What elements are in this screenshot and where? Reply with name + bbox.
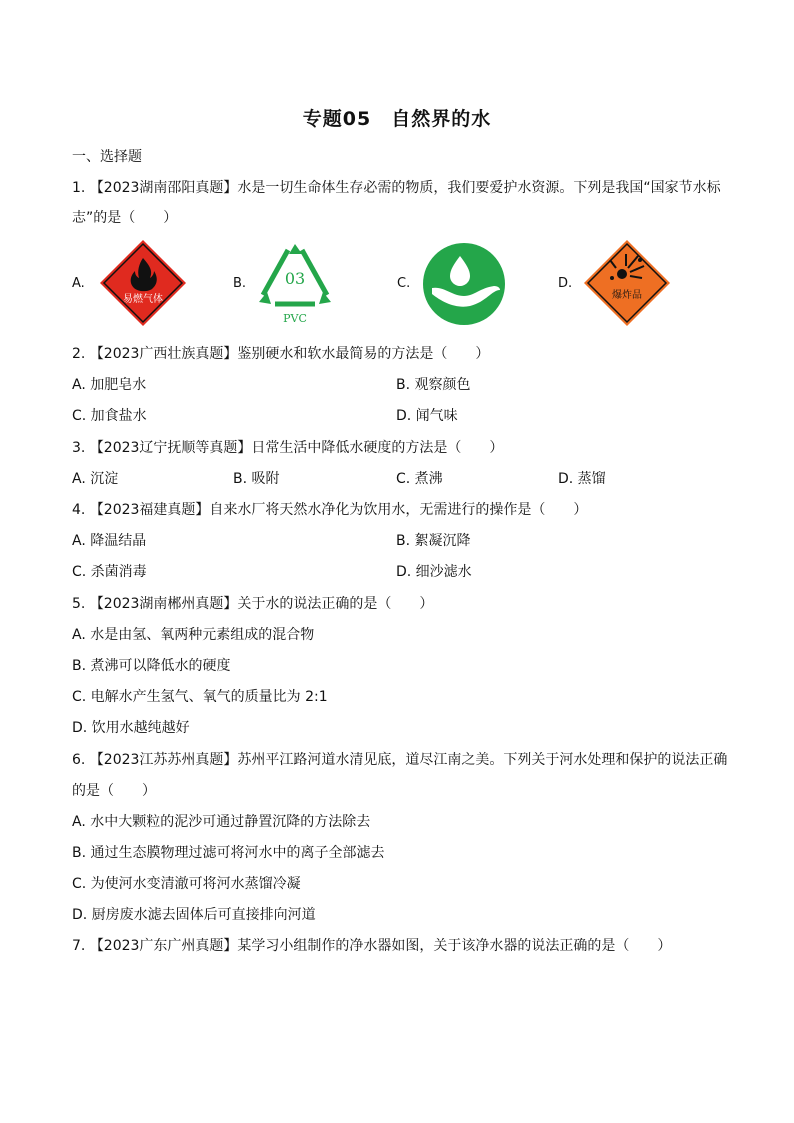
recycle-pvc-text: PVC bbox=[283, 312, 307, 325]
q3-option-b: B. 吸附 bbox=[233, 471, 280, 487]
q2-option-d: D. 闻气味 bbox=[396, 408, 458, 424]
q6-option-b: B. 通过生态膜物理过滤可将河水中的离子全部滤去 bbox=[72, 845, 385, 861]
q6-stem-line2: 的是（ ） bbox=[72, 783, 156, 799]
q3-stem: 3. 【2023辽宁抚顺等真题】日常生活中降低水硬度的方法是（ ） bbox=[72, 440, 504, 456]
q3-option-c: C. 煮沸 bbox=[396, 471, 443, 487]
explosive-symbol bbox=[582, 238, 672, 328]
recycle-code: 03 bbox=[284, 269, 306, 288]
q5-option-c: C. 电解水产生氢气、氧气的质量比为 2:1 bbox=[72, 689, 328, 705]
q5-stem: 5. 【2023湖南郴州真题】关于水的说法正确的是（ ） bbox=[72, 596, 434, 612]
q4-stem: 4. 【2023福建真题】自来水厂将天然水净化为饮用水，无需进行的操作是（ ） bbox=[72, 502, 588, 518]
q6-option-a: A. 水中大颗粒的泥沙可通过静置沉降的方法除去 bbox=[72, 814, 371, 830]
q1-option-b-label: B. bbox=[233, 276, 247, 291]
q5-option-d: D. 饮用水越纯越好 bbox=[72, 720, 190, 736]
water-saving-symbol bbox=[422, 242, 506, 326]
q5-option-b: B. 煮沸可以降低水的硬度 bbox=[72, 658, 231, 674]
q3-option-d: D. 蒸馏 bbox=[558, 471, 606, 487]
q6-option-c: C. 为使河水变清澈可将河水蒸馏冷凝 bbox=[72, 876, 301, 892]
q1-option-a-label: A. bbox=[72, 276, 85, 291]
q2-option-c: C. 加食盐水 bbox=[72, 408, 147, 424]
q6-stem-line1: 6. 【2023江苏苏州真题】苏州平江路河道水清见底，道尽江南之美。下列关于河水处理和保护的说法正确 bbox=[72, 752, 728, 768]
q1-option-d-label: D. bbox=[558, 276, 573, 291]
q4-option-c: C. 杀菌消毒 bbox=[72, 564, 147, 580]
q5-option-a: A. 水是由氢、氧两种元素组成的混合物 bbox=[72, 627, 315, 643]
q1-option-c-label: C. bbox=[397, 276, 411, 291]
flammable-gas-text: 易燃气体 bbox=[123, 294, 163, 305]
q2-option-a: A. 加肥皂水 bbox=[72, 377, 147, 393]
q3-option-a: A. 沉淀 bbox=[72, 471, 119, 487]
q4-option-d: D. 细沙滤水 bbox=[396, 564, 472, 580]
q4-option-a: A. 降温结晶 bbox=[72, 533, 147, 549]
q2-stem: 2. 【2023广西壮族真题】鉴别硬水和软水最简易的方法是（ ） bbox=[72, 346, 490, 362]
explosive-text: 爆炸品 bbox=[612, 290, 642, 301]
page-title: 专题05 自然界的水 bbox=[302, 108, 492, 130]
q7-stem: 7. 【2023广东广州真题】某学习小组制作的净水器如图，关于该净水器的说法正确的是（ ） bbox=[72, 938, 672, 954]
q2-option-b: B. 观察颜色 bbox=[396, 377, 471, 393]
q4-option-b: B. 絮凝沉降 bbox=[396, 533, 471, 549]
q1-stem-line1: 1. 【2023湖南邵阳真题】水是一切生命体生存必需的物质，我们要爱护水资源。下列是我国“国家节水标 bbox=[72, 180, 721, 196]
flammable-gas-symbol bbox=[98, 238, 188, 328]
recycling-pvc-symbol bbox=[255, 240, 335, 330]
section-heading: 一、选择题 bbox=[72, 149, 142, 165]
q1-stem-line2: 志”的是（ ） bbox=[72, 210, 178, 226]
q6-option-d: D. 厨房废水滤去固体后可直接排向河道 bbox=[72, 907, 316, 923]
